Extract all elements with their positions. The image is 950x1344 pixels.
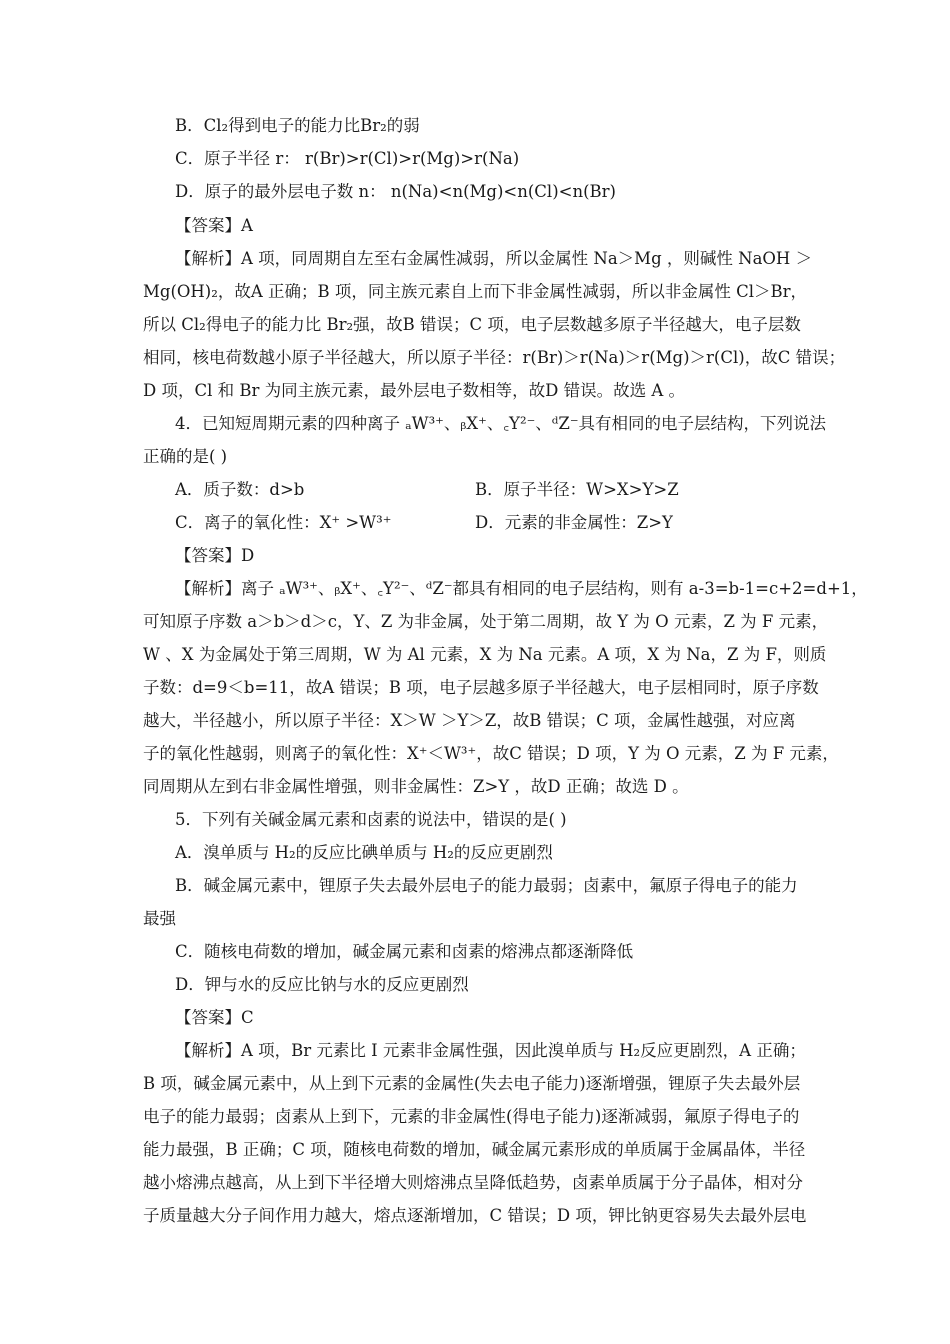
explanation-line: 可知原子序数 a＞b＞d＞c，Y、Z 为非金属，处于第二周期，故 Y 为 O 元素，Z 为 F 元素， [143, 612, 829, 631]
answer-line: 【答案】A [175, 216, 253, 235]
answer-line: 【答案】C [175, 1008, 254, 1027]
explanation-line: 同周期从左到右非金属性增强，则非金属性：Z>Y ，故D 正确；故选 D 。 [143, 777, 689, 796]
option-c-line: C．随核电荷数的增加，碱金属元素和卤素的熔沸点都逐渐降低 [175, 942, 634, 961]
explanation-line: 越小熔沸点越高，从上到下半径增大则熔沸点呈降低趋势，卤素单质属于分子晶体，相对分 [143, 1173, 803, 1192]
option-d-line: D．元素的非金属性：Z>Y [475, 513, 673, 532]
option-a-line: A．溴单质与 H₂的反应比碘单质与 H₂的反应更剧烈 [175, 843, 553, 862]
explanation-line: 【解析】A 项，Br 元素比 I 元素非金属性强，因此溴单质与 H₂反应更剧烈，A 正确； [175, 1041, 806, 1060]
option-b-line: B．Cl₂得到电子的能力比Br₂的弱 [175, 116, 420, 135]
explanation-line: 子数：d=9＜b=11，故A 错误；B 项，电子层越多原子半径越大，电子层相同时，原子序数 [143, 678, 819, 697]
explanation-line: W 、X 为金属处于第三周期，W 为 Al 元素，X 为 Na 元素。A 项，X 为 Na，Z 为 F，则质 [143, 645, 827, 664]
explanation-line: 所以 Cl₂得电子的能力比 Br₂强，故B 错误；C 项，电子层数越多原子半径越大，电子层数 [143, 315, 801, 334]
option-a-line: A．质子数：d>b [175, 480, 305, 499]
option-d-line: D．原子的最外层电子数 n： n(Na)<n(Mg)<n(Cl)<n(Br) [175, 182, 616, 201]
explanation-line: B 项，碱金属元素中，从上到下元素的金属性(失去电子能力)逐渐增强，锂原子失去最外层 [143, 1074, 801, 1093]
option-c-line: C．原子半径 r： r(Br)>r(Cl)>r(Mg)>r(Na) [175, 149, 520, 168]
option-b-line: 最强 [143, 909, 176, 928]
question-4-stem: 正确的是( ) [143, 447, 228, 466]
question-5-stem: 5．下列有关碱金属元素和卤素的说法中，错误的是( ) [175, 810, 567, 829]
explanation-line: 子的氧化性越弱，则离子的氧化性：X⁺＜W³⁺，故C 错误；D 项，Y 为 O 元素，Z 为 F 元素， [143, 744, 839, 763]
explanation-line: 子质量越大分子间作用力越大，熔点逐渐增加，C 错误；D 项，钾比钠更容易失去最外层电 [143, 1206, 807, 1225]
explanation-line: 电子的能力最弱；卤素从上到下，元素的非金属性(得电子能力)逐渐减弱，氟原子得电子的 [143, 1107, 800, 1126]
explanation-line: 【解析】离子 ₐW³⁺、ᵦX⁺、꜀Y²⁻、ᵈZ⁻都具有相同的电子层结构，则有 a-3=b-1=c+2=d+1， [175, 579, 868, 598]
option-d-line: D．钾与水的反应比钠与水的反应更剧烈 [175, 975, 469, 994]
explanation-line: 能力最强，B 正确；C 项，随核电荷数的增加，碱金属元素形成的单质属于金属晶体，半径 [143, 1140, 806, 1159]
explanation-line: D 项，Cl 和 Br 为同主族元素，最外层电子数相等，故D 错误。故选 A 。 [143, 381, 686, 400]
question-4-stem: 4．已知短周期元素的四种离子 ₐW³⁺、ᵦX⁺、꜀Y²⁻、ᵈZ⁻具有相同的电子层结构，下列说法 [175, 414, 827, 433]
answer-line: 【答案】D [175, 546, 255, 565]
explanation-line: Mg(OH)₂，故A 正确；B 项，同主族元素自上而下非金属性减弱，所以非金属性 Cl＞Br， [143, 282, 808, 301]
option-b-line: B．原子半径：W>X>Y>Z [475, 480, 679, 499]
explanation-line: 【解析】A 项，同周期自左至右金属性减弱，所以金属性 Na＞Mg ，则碱性 NaOH ＞ [175, 249, 813, 268]
explanation-line: 相同，核电荷数越小原子半径越大，所以原子半径：r(Br)＞r(Na)＞r(Mg)＞r(Cl)，故C 错误； [143, 348, 846, 367]
explanation-line: 越大，半径越小，所以原子半径：X＞W ＞Y＞Z，故B 错误；C 项，金属性越强，对应离 [143, 711, 796, 730]
option-c-line: C．离子的氧化性：X⁺ >W³⁺ [175, 513, 392, 532]
option-b-line: B．碱金属元素中，锂原子失去最外层电子的能力最弱；卤素中，氟原子得电子的能力 [175, 876, 798, 895]
